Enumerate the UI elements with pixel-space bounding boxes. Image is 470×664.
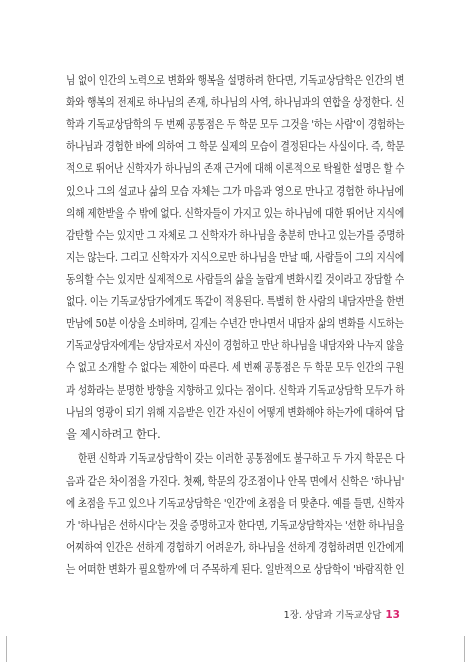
text-line: 에 초점을 두고 있으나 기독교상담학은 '인간'에 초점을 더 맞춘다. 예를 들면, 신학자 (66, 496, 405, 510)
text-line: 어찌하여 인간은 선하게 경험하기 어려운가, 하나님을 선하게 경험하려면 인간에게 (66, 540, 404, 554)
text-line: 님 없이 인간의 노력으로 변화와 행복을 설명하려 한다면, 기독교상담학은 인간의 변 (66, 74, 405, 87)
text-line: 만남에 50분 이상을 소비하며, 길게는 수년간 만나면서 내담자 삶의 변화를 시도하는 (66, 317, 404, 331)
crop-mark-left (6, 636, 7, 662)
text-line: 기독교상담자에게는 상담자로서 자신이 경험하고 만난 하나님을 내담자와 나누지 않을 (66, 339, 404, 353)
text-line: 지는 않는다. 그리고 신학자가 지식으로만 하나님을 만날 때, 사람들이 그의 지식에 (66, 250, 405, 264)
text-line: 한편 신학과 기독교상담학이 갖는 이러한 공통점에도 불구하고 두 가지 학문은 다 (78, 452, 405, 466)
text-line: 감탄할 수는 있지만 그 자체로 그 신학자가 하나님을 충분히 만나고 있는가를 증명하 (66, 228, 405, 242)
crop-mark-right (464, 636, 465, 662)
text-line: 학과 기독교상담학의 두 번째 공통점은 두 학문 모두 그것을 '하는 사람'이 경험하는 (66, 118, 405, 132)
text-line: 적으로 뛰어난 신학자가 하나님의 존재 근거에 대해 이론적으로 탁월한 설명은 할 수 (66, 162, 405, 176)
text-line: 없다. 이는 기독교상담가에게도 똑같이 적용된다. 특별히 한 사람의 내담자만을 한번 (66, 295, 405, 309)
text-line: 있으나 그의 설교나 삶의 모습 자체는 그가 마음과 영으로 만나고 경험한 하나님에 (66, 184, 404, 198)
chapter-title: 1장. 상담과 기독교상담 (283, 610, 382, 621)
text-line: 는 어떠한 변화가 필요할까'에 더 주목하게 된다. 일반적으로 상담학이 '바람직한 인 (66, 563, 405, 576)
text-line: 하나님과 경험한 바에 의하여 그 학문 실제의 모습이 결정된다는 사실이다. 즉, 학문 (66, 140, 405, 154)
running-footer (284, 607, 400, 621)
text-line: 화와 행복의 전제로 하나님의 존재, 하나님의 사역, 하나님과의 연합을 상정한다. 신 (66, 96, 405, 110)
text-line: 가 '하나님은 선하시다'는 것을 증명하고자 한다면, 기독교상담학자는 '선한 하나님을 (66, 518, 405, 532)
text-line: 동의할 수는 있지만 실제적으로 사람들의 삶을 놀랍게 변화시킬 것이라고 장담할 수 (66, 273, 404, 286)
text-line: 나님의 영광이 되기 위해 지음받은 인간 자신이 어떻게 변화해야 하는가에 대하여 답 (66, 405, 405, 419)
text-line: 과 성화라는 분명한 방향을 지향하고 있다는 점이다. 신학과 기독교상담학 모두가 하 (66, 383, 405, 397)
text-line: 음과 같은 차이점을 가진다. 첫째, 학문의 강조점이나 안목 면에서 신학은 '하나님' (66, 474, 405, 488)
page-number: 13 (385, 609, 400, 621)
text-line: 을 제시하려고 한다. (66, 427, 161, 441)
text-line: 의해 제한받을 수 밖에 없다. 신학자들이 가지고 있는 하나님에 대한 뛰어난 지식에 (66, 206, 405, 220)
text-line: 수 없고 소개할 수 없다는 제한이 따른다. 세 번째 공통점은 두 학문 모두 인간의 구원 (66, 361, 404, 375)
